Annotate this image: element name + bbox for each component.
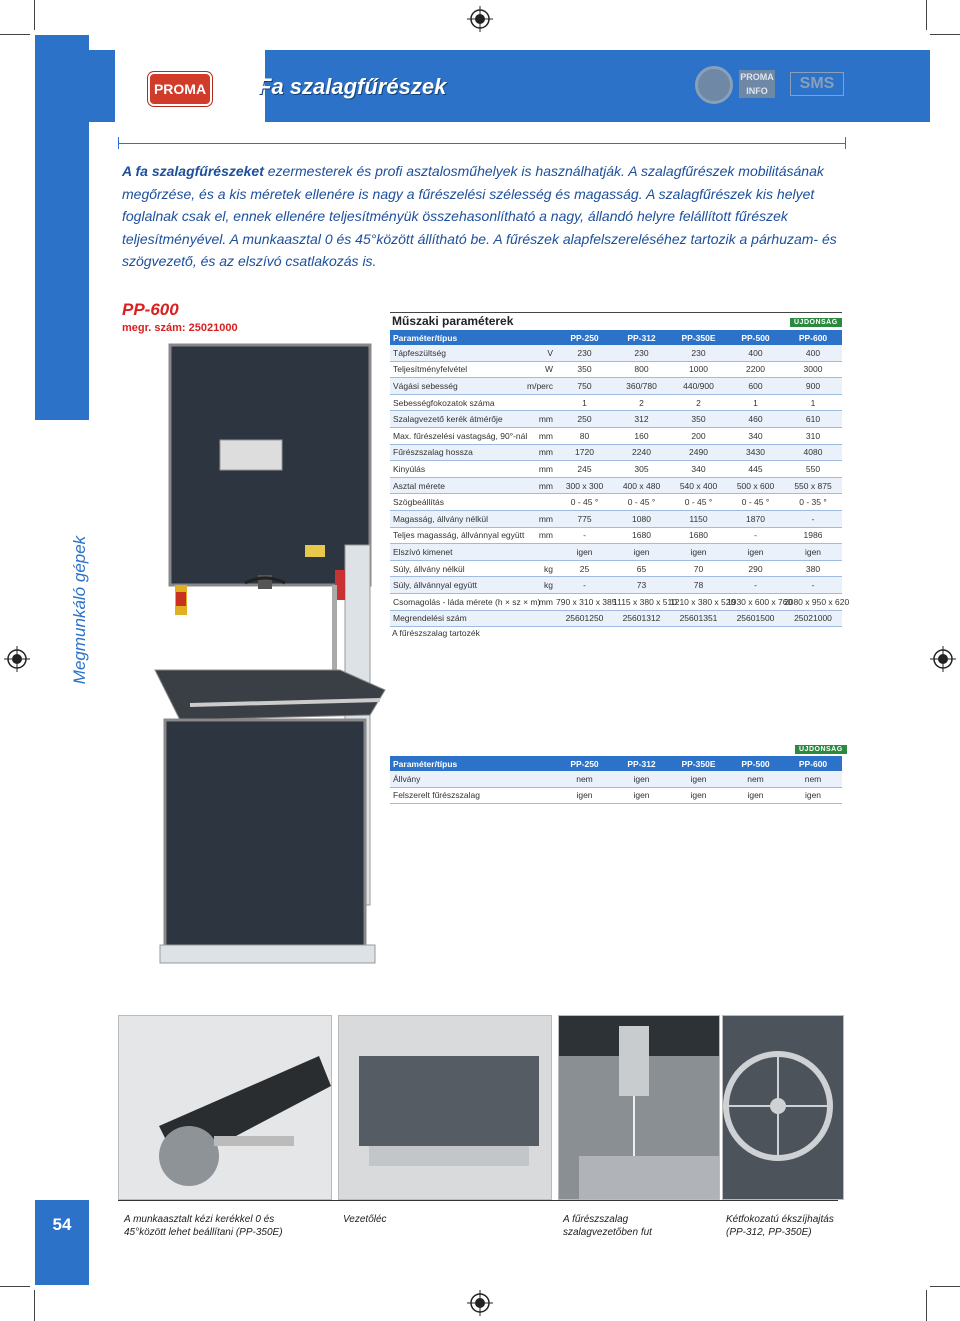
spec-row <box>390 494 842 511</box>
value-cell: 1680 <box>670 527 727 544</box>
detail-photo-belt-drive <box>722 1015 844 1200</box>
value-cell: - <box>784 577 842 594</box>
value-cell: 600 <box>727 378 784 395</box>
proma-logo <box>148 72 212 106</box>
value-cell: igen <box>613 544 670 561</box>
parameter-name-cell: Asztal mérete <box>390 477 522 494</box>
parameter-name-cell: Szögbeállítás <box>390 494 522 511</box>
value-cell: igen <box>556 787 613 804</box>
value-cell: 25601250 <box>556 610 613 627</box>
parameter-name-cell: Teljesítményfelvétel <box>390 361 522 378</box>
parameter-name-cell: Fűrészszalag hossza <box>390 444 522 461</box>
accessories-header-cell: PP-500 <box>727 756 784 771</box>
value-cell: 790 x 310 x 385 <box>556 593 613 610</box>
value-cell: - <box>556 577 613 594</box>
value-cell: 1115 x 380 x 510 <box>613 593 670 610</box>
value-cell: 245 <box>556 461 613 478</box>
spec-row <box>390 560 842 577</box>
spec-row <box>390 477 842 494</box>
value-cell: 230 <box>613 345 670 361</box>
bandsaw-machine-image <box>120 345 390 965</box>
accessories-row <box>390 771 842 787</box>
accessories-header-cell: PP-350E <box>670 756 727 771</box>
spec-header-cell: PP-250 <box>556 330 613 345</box>
value-cell: nem <box>784 771 842 787</box>
value-cell: 25601500 <box>727 610 784 627</box>
unit-cell: m/perc <box>522 378 556 395</box>
unit-cell <box>522 394 556 411</box>
value-cell: 3430 <box>727 444 784 461</box>
value-cell: 1930 x 600 x 760 <box>727 593 784 610</box>
accessories-header-cell: PP-250 <box>556 756 613 771</box>
value-cell: igen <box>784 787 842 804</box>
intro-text: ezermesterek és profi asztalosműhelyek is használhatják. A szalagfűrészek mobilitásának megőrzése, és a kis méretek ellenére is nagy a fűrészelési szélesség és magasság. A szalagfűrészek kis helyet foglalnak csak el, ennek ellenére teljesítményük összehasonlítható a nagy, állandó helyre felállított fűrészek teljesítményével. A munkaasztal 0 és 45°között állítható be. A fűrészek alapfelszereléséhez tartozik a párhuzam- és szögvezető, és az elszívó csatlakozás is. <box>122 163 837 269</box>
value-cell: igen <box>784 544 842 561</box>
value-cell: igen <box>670 787 727 804</box>
model-name: PP-600 <box>122 300 179 319</box>
value-cell: 400 x 480 <box>613 477 670 494</box>
value-cell: 25601312 <box>613 610 670 627</box>
parameter-name-cell: Súly, állvány nélkül <box>390 560 522 577</box>
spec-header-cell: PP-312 <box>613 330 670 345</box>
value-cell: nem <box>556 771 613 787</box>
value-cell: 230 <box>670 345 727 361</box>
parameter-name-cell: Felszerelt fűrészszalag <box>390 787 522 804</box>
unit-cell <box>522 787 556 804</box>
value-cell: 3000 <box>784 361 842 378</box>
value-cell: 300 x 300 <box>556 477 613 494</box>
value-cell: 1210 x 380 x 520 <box>670 593 727 610</box>
value-cell: 550 <box>784 461 842 478</box>
value-cell: 310 <box>784 427 842 444</box>
value-cell: 2080 x 950 x 620 <box>784 593 842 610</box>
value-cell: 2 <box>670 394 727 411</box>
registration-mark-bottom <box>467 1290 493 1316</box>
value-cell: igen <box>670 771 727 787</box>
spec-row <box>390 444 842 461</box>
spec-row <box>390 461 842 478</box>
value-cell: 445 <box>727 461 784 478</box>
page-title: Fa szalagfűrészek <box>258 74 447 99</box>
parameter-name-cell: Csomagolás - láda mérete (h × sz × m) <box>390 593 522 610</box>
value-cell: 800 <box>613 361 670 378</box>
intro-paragraph <box>122 160 847 273</box>
value-cell: - <box>784 510 842 527</box>
accessories-header-row <box>390 756 842 771</box>
parameter-name-cell: Megrendelési szám <box>390 610 522 627</box>
value-cell: 550 x 875 <box>784 477 842 494</box>
spec-row <box>390 593 842 610</box>
intro-lead: A fa szalagfűrészeket <box>122 163 264 179</box>
unit-cell: mm <box>522 444 556 461</box>
value-cell: 1870 <box>727 510 784 527</box>
spec-title-rule <box>390 312 842 313</box>
spec-header-cell: PP-600 <box>784 330 842 345</box>
value-cell: 0 - 45 ° <box>613 494 670 511</box>
value-cell: 80 <box>556 427 613 444</box>
value-cell: 750 <box>556 378 613 395</box>
detail-photo-table-tilt <box>118 1015 332 1200</box>
unit-cell: V <box>522 345 556 361</box>
unit-cell: mm <box>522 427 556 444</box>
value-cell: 0 - 45 ° <box>556 494 613 511</box>
parameter-name-cell: Magasság, állvány nélkül <box>390 510 522 527</box>
sidebar-category-label <box>50 520 110 700</box>
crop-mark <box>34 1290 35 1321</box>
value-cell: 1 <box>556 394 613 411</box>
value-cell: 73 <box>613 577 670 594</box>
spec-header-cell <box>522 330 556 345</box>
crop-mark <box>34 0 35 30</box>
value-cell: 540 x 400 <box>670 477 727 494</box>
spec-row <box>390 544 842 561</box>
value-cell: 400 <box>784 345 842 361</box>
value-cell: 0 - 35 ° <box>784 494 842 511</box>
parameter-name-cell: Teljes magasság, állvánnyal együtt <box>390 527 522 544</box>
value-cell: 460 <box>727 411 784 428</box>
spec-footnote: A fűrészszalag tartozék <box>392 628 480 638</box>
value-cell: 25 <box>556 560 613 577</box>
value-cell: 2490 <box>670 444 727 461</box>
value-cell: 500 x 600 <box>727 477 784 494</box>
proma-info-badge <box>739 70 775 98</box>
parameter-name-cell: Elszívó kimenet <box>390 544 522 561</box>
unit-cell <box>522 610 556 627</box>
unit-cell: mm <box>522 477 556 494</box>
spec-header-cell: PP-350E <box>670 330 727 345</box>
value-cell: 25021000 <box>784 610 842 627</box>
spec-row <box>390 378 842 395</box>
registration-mark-right <box>930 646 956 672</box>
value-cell: 305 <box>613 461 670 478</box>
value-cell: 1150 <box>670 510 727 527</box>
photo-caption: A fűrészszalag szalagvezetőben fut <box>563 1214 652 1238</box>
value-cell: 360/780 <box>613 378 670 395</box>
model-order-code: megr. szám: 25021000 <box>122 322 238 334</box>
unit-cell: mm <box>522 527 556 544</box>
photo-caption: Kétfokozatú ékszíjhajtás (PP-312, PP-350E) <box>726 1214 834 1238</box>
intro-rule-tick <box>845 137 846 149</box>
value-cell: 1680 <box>613 527 670 544</box>
parameter-name-cell: Kinyúlás <box>390 461 522 478</box>
photo-caption: A munkaasztalt kézi kerékkel 0 és 45°között lehet beállítani (PP-350E) <box>124 1214 283 1238</box>
parameter-name-cell: Max. fűrészelési vastagság, 90°-nál <box>390 427 522 444</box>
spec-row <box>390 510 842 527</box>
value-cell: 440/900 <box>670 378 727 395</box>
unit-cell <box>522 494 556 511</box>
certificate-seal-icon <box>695 66 733 104</box>
value-cell: igen <box>613 787 670 804</box>
unit-cell: mm <box>522 593 556 610</box>
logo-text: PROMA <box>153 81 207 97</box>
accessories-header-cell: Paraméter/típus <box>390 756 522 771</box>
accessories-header-cell <box>522 756 556 771</box>
crop-mark <box>0 34 30 35</box>
value-cell: 350 <box>556 361 613 378</box>
value-cell: - <box>727 577 784 594</box>
value-cell: 340 <box>727 427 784 444</box>
value-cell: 0 - 45 ° <box>727 494 784 511</box>
parameter-name-cell: Tápfeszültség <box>390 345 522 361</box>
value-cell: 0 - 45 ° <box>670 494 727 511</box>
value-cell: nem <box>727 771 784 787</box>
value-cell: 610 <box>784 411 842 428</box>
page-number: 54 <box>35 1200 89 1250</box>
spec-header-row <box>390 330 842 345</box>
registration-mark-left <box>4 646 30 672</box>
spec-row <box>390 427 842 444</box>
parameter-name-cell: Sebességfokozatok száma <box>390 394 522 411</box>
value-cell: 70 <box>670 560 727 577</box>
value-cell: 2 <box>613 394 670 411</box>
value-cell: 1080 <box>613 510 670 527</box>
value-cell: 400 <box>727 345 784 361</box>
unit-cell: mm <box>522 411 556 428</box>
spec-row <box>390 527 842 544</box>
unit-cell: mm <box>522 461 556 478</box>
value-cell: 350 <box>670 411 727 428</box>
spec-row <box>390 610 842 627</box>
spec-header-cell: Paraméter/típus <box>390 330 522 345</box>
value-cell: igen <box>556 544 613 561</box>
unit-cell <box>522 544 556 561</box>
value-cell: 250 <box>556 411 613 428</box>
registration-mark-top <box>467 6 493 32</box>
value-cell: 4080 <box>784 444 842 461</box>
sms-badge: SMS <box>790 72 844 96</box>
parameter-name-cell: Szalagvezető kerék átmérője <box>390 411 522 428</box>
spec-header-cell: PP-500 <box>727 330 784 345</box>
value-cell: 160 <box>613 427 670 444</box>
badge-info-bottom: INFO <box>746 86 768 96</box>
value-cell: 1 <box>727 394 784 411</box>
value-cell: 900 <box>784 378 842 395</box>
crop-mark <box>930 1286 960 1287</box>
new-product-badge: ÚJDONSÁG <box>790 318 842 327</box>
crop-mark <box>930 34 960 35</box>
value-cell: 290 <box>727 560 784 577</box>
intro-rule <box>118 143 845 144</box>
value-cell: 1 <box>784 394 842 411</box>
accessories-table <box>390 756 842 804</box>
unit-cell: mm <box>522 510 556 527</box>
unit-cell: W <box>522 361 556 378</box>
parameter-name-cell: Vágási sebesség <box>390 378 522 395</box>
value-cell: 1720 <box>556 444 613 461</box>
spec-row <box>390 577 842 594</box>
spec-table <box>390 330 850 627</box>
value-cell: 65 <box>613 560 670 577</box>
value-cell: igen <box>727 544 784 561</box>
value-cell: 2200 <box>727 361 784 378</box>
value-cell: - <box>556 527 613 544</box>
accessories-row <box>390 787 842 804</box>
detail-photo-blade-guide <box>558 1015 720 1200</box>
spec-row <box>390 345 842 361</box>
value-cell: 340 <box>670 461 727 478</box>
value-cell: 380 <box>784 560 842 577</box>
value-cell: igen <box>613 771 670 787</box>
value-cell: 200 <box>670 427 727 444</box>
value-cell: 1000 <box>670 361 727 378</box>
spec-row <box>390 361 842 378</box>
value-cell: igen <box>727 787 784 804</box>
detail-photo-guide-rail <box>338 1015 552 1200</box>
crop-mark <box>0 1286 30 1287</box>
crop-mark <box>926 1290 927 1321</box>
value-cell: 312 <box>613 411 670 428</box>
value-cell: 25601351 <box>670 610 727 627</box>
accessories-header-cell: PP-600 <box>784 756 842 771</box>
spec-row <box>390 394 842 411</box>
value-cell: 775 <box>556 510 613 527</box>
parameter-name-cell: Állvány <box>390 771 522 787</box>
intro-rule-tick <box>118 137 119 149</box>
unit-cell: kg <box>522 560 556 577</box>
sidebar-category-text: Megmunkáló gépek <box>70 535 89 685</box>
value-cell: igen <box>670 544 727 561</box>
spec-title: Műszaki paraméterek <box>392 314 514 328</box>
parameter-name-cell: Súly, állvánnyal együtt <box>390 577 522 594</box>
spec-row <box>390 411 842 428</box>
value-cell: 2240 <box>613 444 670 461</box>
accessories-header-cell: PP-312 <box>613 756 670 771</box>
crop-mark <box>926 0 927 30</box>
unit-cell: kg <box>522 577 556 594</box>
photo-caption: Vezetőléc <box>343 1214 387 1225</box>
value-cell: 230 <box>556 345 613 361</box>
new-product-badge: ÚJDONSÁG <box>795 745 847 754</box>
captions-rule <box>118 1200 838 1201</box>
badge-info-top: PROMA <box>740 72 774 82</box>
value-cell: 1986 <box>784 527 842 544</box>
unit-cell <box>522 771 556 787</box>
value-cell: 78 <box>670 577 727 594</box>
value-cell: - <box>727 527 784 544</box>
